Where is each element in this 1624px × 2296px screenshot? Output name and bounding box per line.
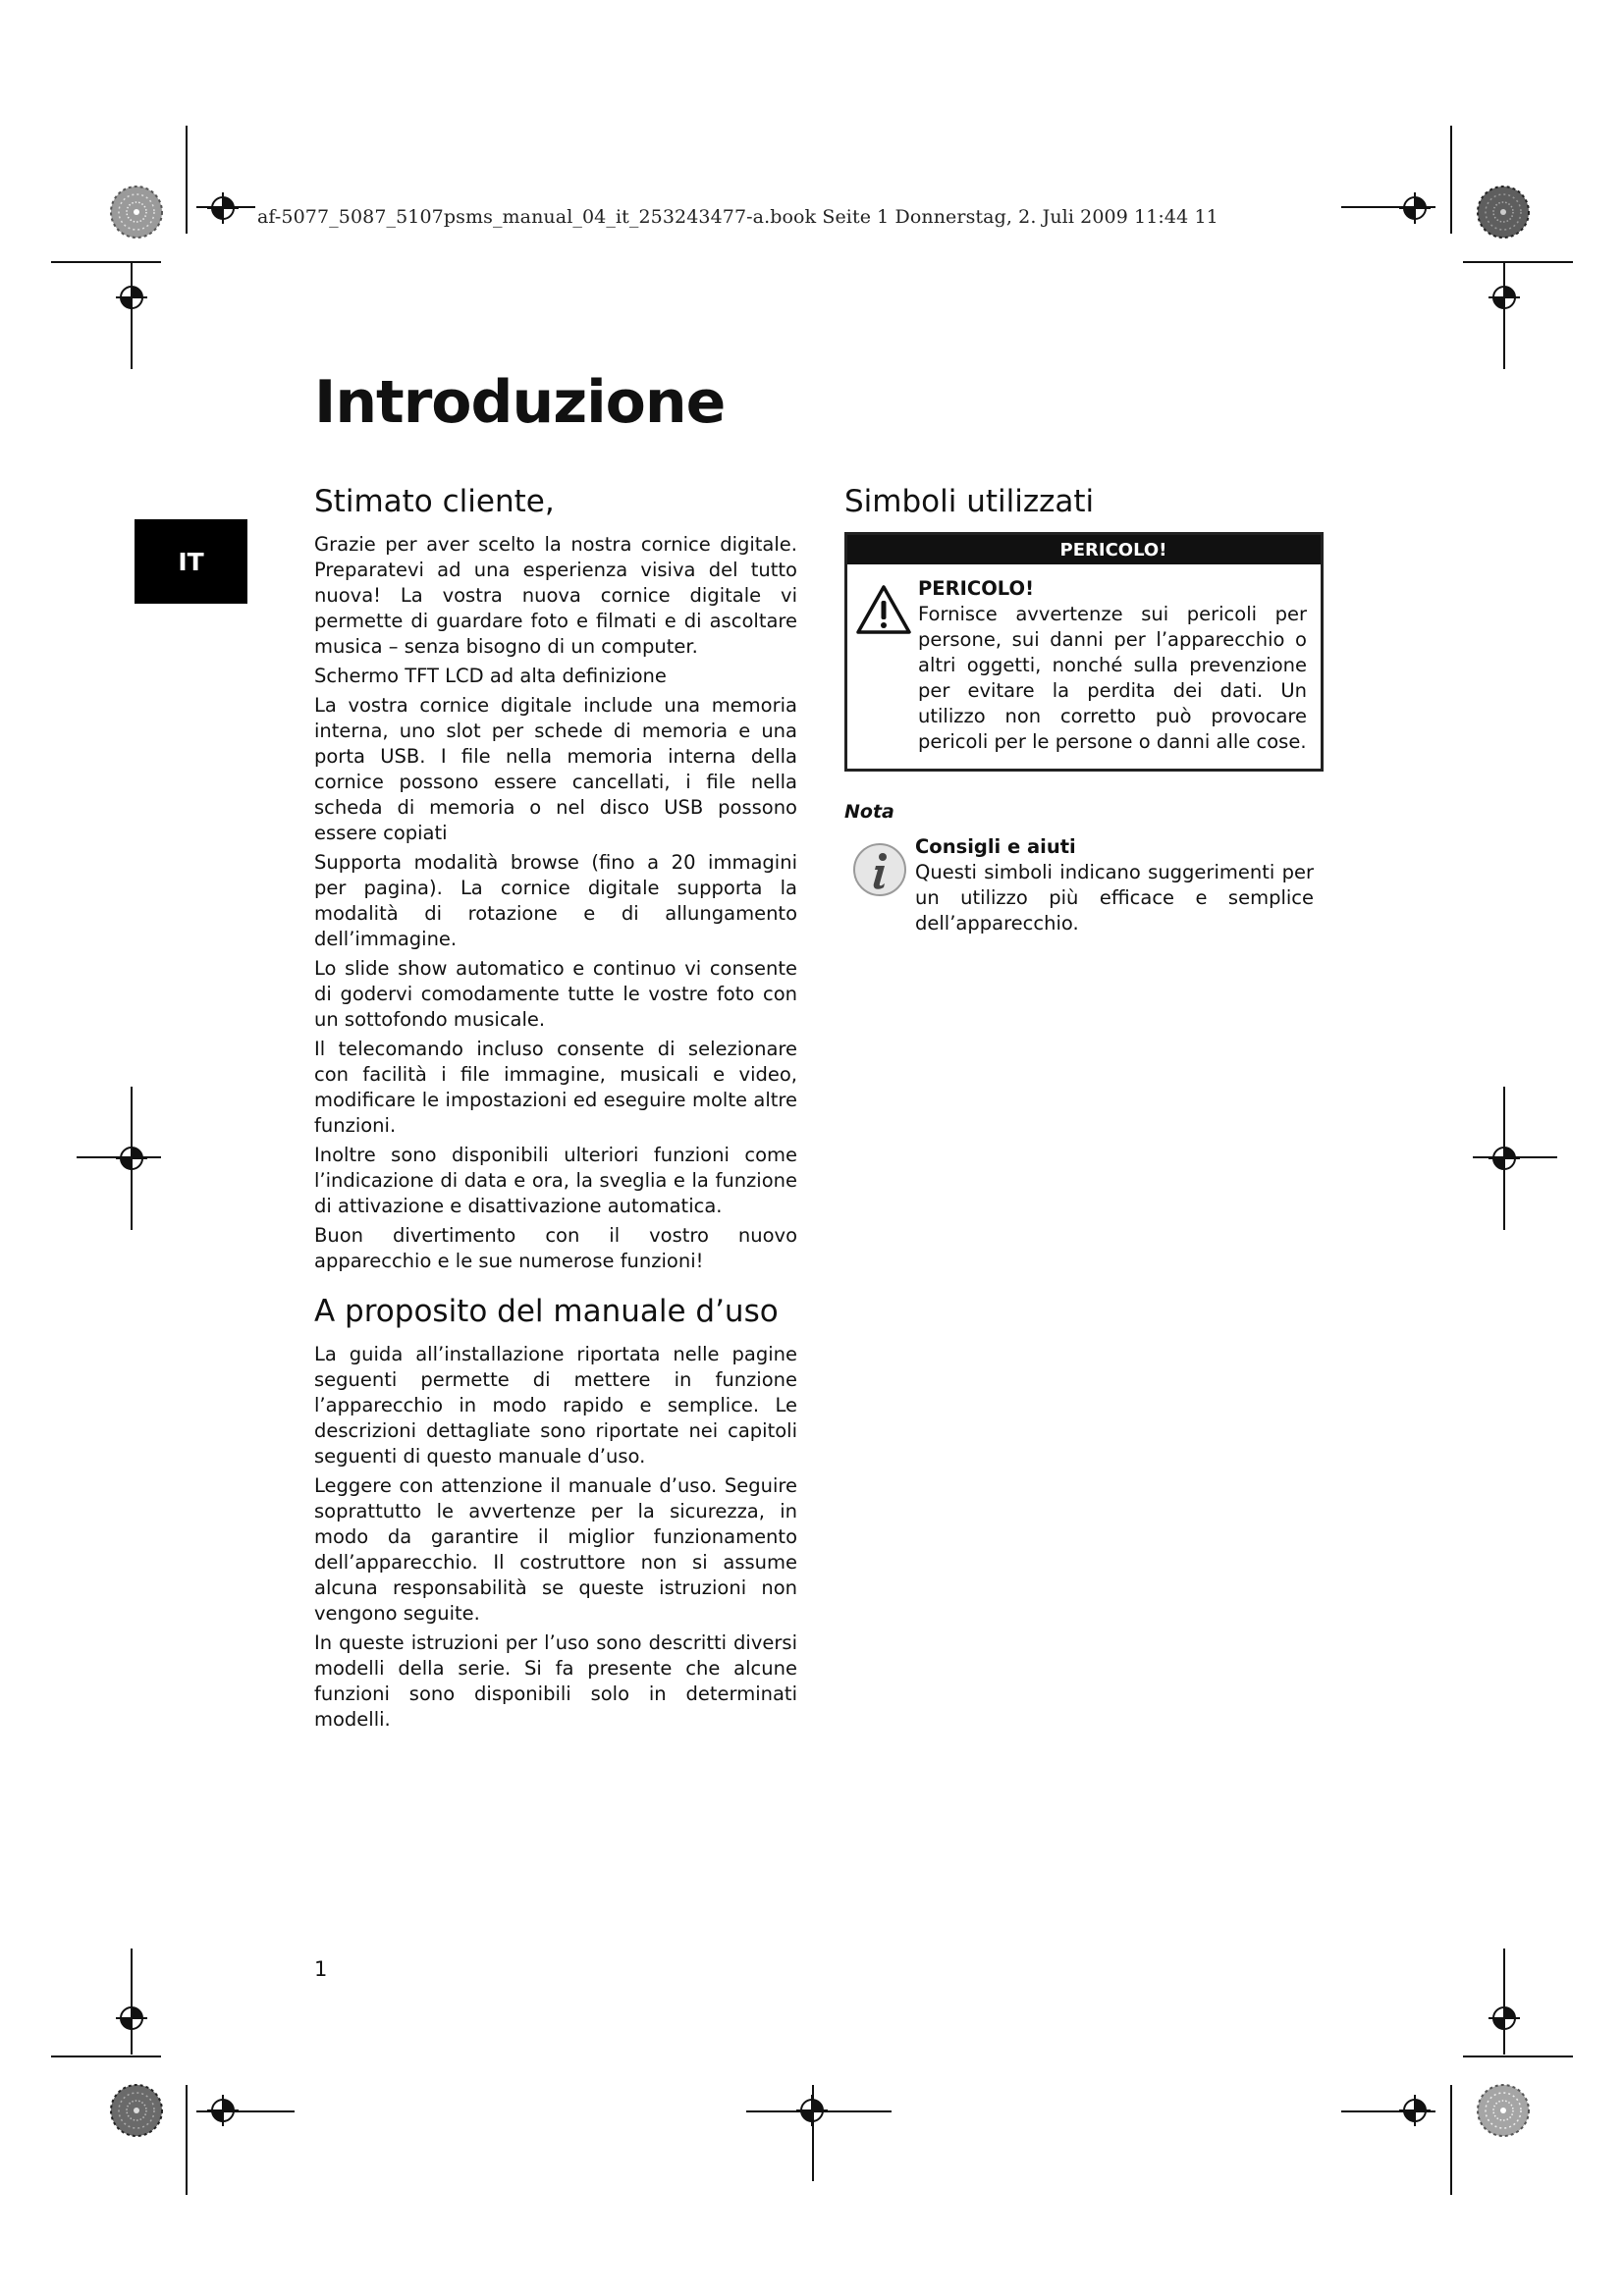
warning-text: Fornisce avvertenze sui pericoli per persone, sui danni per l’apparecchio o altri oggetti, nonché sulla prevenzione per evitare la perdita dei dati. Un utilizzo non corretto può provocare pericoli per le persone o danni alle cose. bbox=[918, 603, 1307, 754]
right-column bbox=[844, 484, 1327, 940]
registration-crosshair-icon bbox=[116, 1143, 147, 1174]
info-icon bbox=[852, 834, 915, 940]
paragraph: La vostra cornice digitale include una memoria interna, uno slot per schede di memoria e una porta USB. I file nella memoria interna della cornice possono essere cancellati, i file nella scheda di memoria o nel disco USB possono essere copiati bbox=[314, 694, 797, 845]
paragraph: Grazie per aver scelto la nostra cornice digitale. Preparatevi ad una esperienza visiva del tutto nuova! La vostra nuova cornice digitale vi permette di guardare foto e filmati e di ascoltare musica – senza bisogno di un computer. bbox=[314, 533, 797, 659]
paragraph: Lo slide show automatico e continuo vi consente di godervi comodamente tutte le vostre foto con un sottofondo musicale. bbox=[314, 957, 797, 1032]
crop-mark bbox=[131, 1949, 133, 2055]
registration-crosshair-icon bbox=[1489, 282, 1520, 313]
crop-mark bbox=[1503, 1949, 1505, 2055]
note-text: Questi simboli indicano suggerimenti per un utilizzo più efficace e semplice dell’apparecchio. bbox=[915, 861, 1314, 935]
section-heading-manuale: A proposito del manuale d’uso bbox=[314, 1294, 779, 1330]
paragraph: Buon divertimento con il vostro nuovo apparecchio e le sue numerose funzioni! bbox=[314, 1224, 797, 1273]
note-title: Consigli e aiuti bbox=[915, 835, 1076, 859]
registration-crosshair-icon bbox=[116, 282, 147, 313]
crop-mark bbox=[1463, 2056, 1573, 2057]
color-wheel-icon bbox=[109, 2083, 164, 2138]
crop-mark bbox=[186, 2085, 188, 2195]
registration-crosshair-icon bbox=[1399, 192, 1431, 224]
registration-crosshair-icon bbox=[796, 2095, 828, 2126]
color-wheel-icon bbox=[1476, 2083, 1531, 2138]
left-column bbox=[314, 484, 797, 1736]
color-wheel-icon bbox=[1476, 185, 1531, 240]
section-heading-stimato-cliente: Stimato cliente, bbox=[314, 484, 555, 519]
note-block bbox=[844, 834, 1327, 940]
crop-mark bbox=[51, 261, 161, 263]
paragraph: Inoltre sono disponibili ulteriori funzioni come l’indicazione di data e ora, la sveglia e la funzione di attivazione e disattivazione automatica. bbox=[314, 1144, 797, 1218]
page-title: Introduzione bbox=[314, 368, 726, 437]
paragraph: Il telecomando incluso consente di selezionare con facilità i file immagine, musicali e video, modificare le impostazioni ed eseguire molte altre funzioni. bbox=[314, 1038, 797, 1138]
warning-box bbox=[844, 532, 1324, 772]
registration-crosshair-icon bbox=[207, 192, 239, 224]
crop-mark bbox=[51, 2056, 161, 2057]
paragraph: Supporta modalità browse (fino a 20 immagini per pagina). La cornice digitale supporta la modalità di rotazione e di allungamento dell’immagine. bbox=[314, 851, 797, 951]
section-heading-simboli: Simboli utilizzati bbox=[844, 484, 1095, 519]
paragraph: In queste istruzioni per l’uso sono descritti diversi modelli della serie. Si fa presente che alcune funzioni sono disponibili solo in determinati modelli. bbox=[314, 1631, 797, 1732]
crop-mark bbox=[1503, 263, 1505, 369]
crop-mark bbox=[131, 263, 133, 369]
note-label: Nota bbox=[844, 801, 894, 824]
crop-mark bbox=[1463, 261, 1573, 263]
registration-crosshair-icon bbox=[207, 2095, 239, 2126]
print-header-file-info: af-5077_5087_5107psms_manual_04_it_253243477-a.book Seite 1 Donnerstag, 2. Juli 2009 11:44 11 bbox=[257, 206, 1218, 228]
registration-crosshair-icon bbox=[1489, 1143, 1520, 1174]
language-tab: IT bbox=[135, 519, 247, 604]
registration-crosshair-icon bbox=[1399, 2095, 1431, 2126]
page-number: 1 bbox=[314, 1957, 328, 1981]
paragraph: Schermo TFT LCD ad alta definizione bbox=[314, 665, 667, 688]
paragraph: La guida all’installazione riportata nelle pagine seguenti permette di mettere in funzione l’apparecchio in modo rapido e semplice. Le descrizioni dettagliate sono riportate nei capitoli seguenti di questo manuale d’uso. bbox=[314, 1343, 797, 1468]
crop-mark bbox=[186, 126, 188, 234]
crop-mark bbox=[1450, 2085, 1452, 2195]
warning-title: PERICOLO! bbox=[918, 577, 1034, 601]
warning-box-header: PERICOLO! bbox=[847, 535, 1321, 564]
paragraph: Leggere con attenzione il manuale d’uso. Seguire soprattutto le avvertenze per la sicurezza, in modo da garantire il miglior funzionamento dell’apparecchio. Il costruttore non si assume alcuna responsabilità se queste istruzioni non vengono seguite. bbox=[314, 1474, 797, 1626]
color-wheel-icon bbox=[109, 185, 164, 240]
warning-triangle-icon bbox=[855, 576, 918, 759]
registration-crosshair-icon bbox=[116, 2002, 147, 2034]
registration-crosshair-icon bbox=[1489, 2002, 1520, 2034]
crop-mark bbox=[1450, 126, 1452, 234]
